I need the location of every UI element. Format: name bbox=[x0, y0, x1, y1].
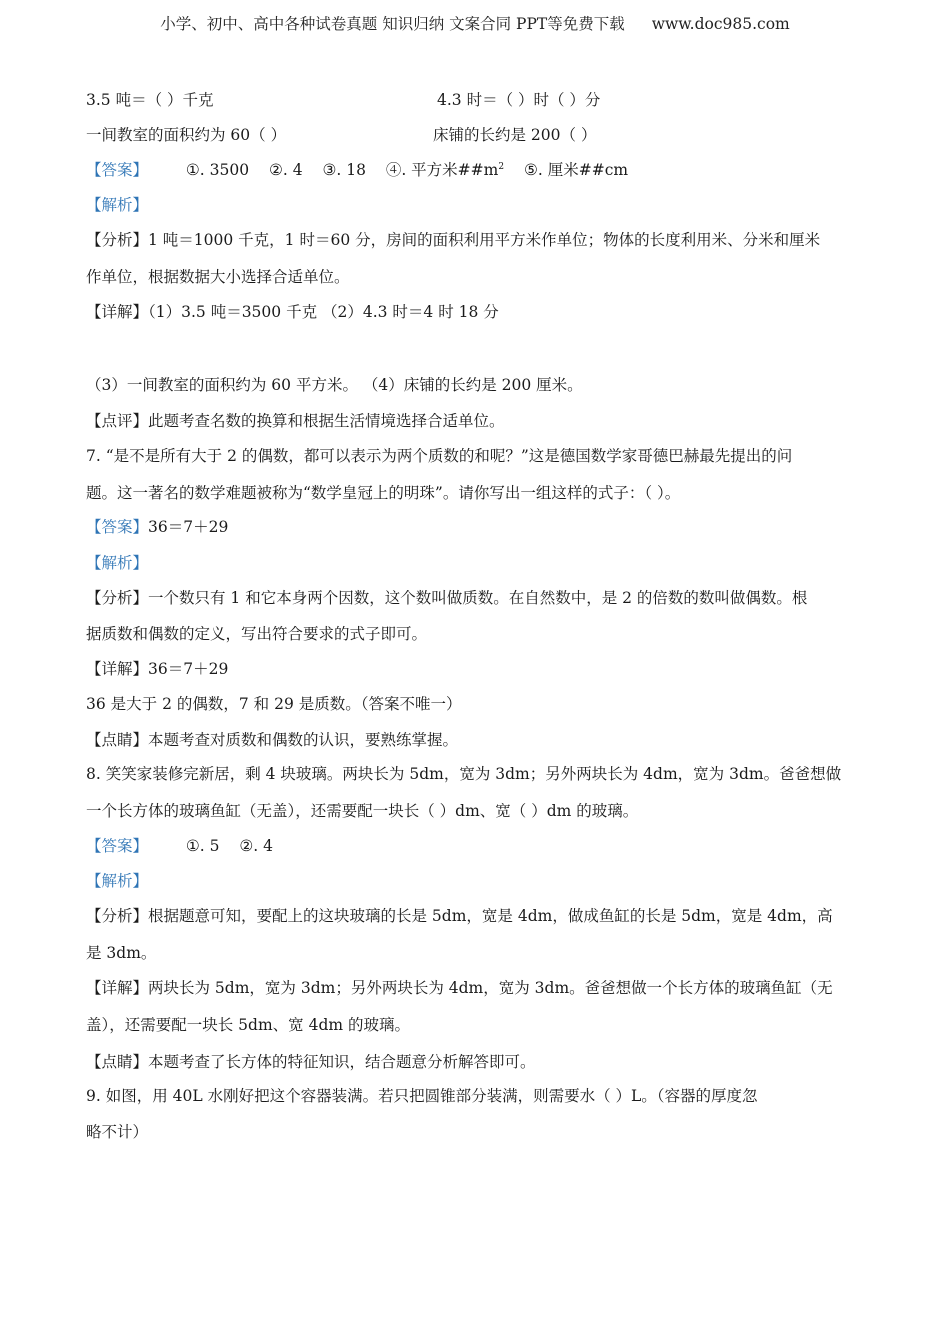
answer-tag: 【答案】 bbox=[86, 837, 149, 855]
q6-xiangjie: 【详解】（1）3.5 吨＝3500 千克 （2）4.3 时＝4 时 18 分 bbox=[86, 303, 499, 321]
q6-answer-d: ④. 平方米##m bbox=[385, 161, 499, 179]
q8-xiangjie-2: 盖），还需要配一块长 5dm、宽 4dm 的玻璃。 bbox=[86, 1016, 410, 1034]
q8-stem-1: 8. 笑笑家装修完新居，剩 4 块玻璃。两块长为 5dm，宽为 3dm；另外两块长为 4dm，宽为 3dm。爸爸想做 bbox=[86, 765, 842, 783]
q6-answer-a: ①. 3500 bbox=[185, 161, 250, 179]
q9-stem-2: 略不计） bbox=[86, 1123, 149, 1141]
q6-l1-right: 4.3 时＝（ ）时（ ）分 bbox=[437, 91, 601, 109]
page-header bbox=[0, 12, 950, 34]
q6-line-2 bbox=[86, 125, 286, 145]
q7-xiangjie: 【详解】36＝7＋29 bbox=[86, 660, 229, 678]
q6-jiexi: 【解析】 bbox=[86, 196, 149, 214]
header-url[interactable]: www.doc985.com bbox=[651, 15, 790, 33]
q6-xiangjie-2: （3）一间教室的面积约为 60 平方米。 （4）床铺的长约是 200 厘米。 bbox=[86, 376, 583, 394]
q8-dianjing: 【点睛】本题考查了长方体的特征知识，结合题意分析解答即可。 bbox=[86, 1053, 536, 1071]
answer-tag: 【答案】 bbox=[86, 518, 149, 536]
q7-stem-1: 7. “是不是所有大于 2 的偶数，都可以表示为两个质数的和呢？”这是德国数学家哥德巴赫最先提出的问 bbox=[86, 447, 793, 465]
q8-answer bbox=[86, 836, 273, 856]
q6-answer-e: ⑤. 厘米##cm bbox=[523, 161, 629, 179]
q8-fenxi-2: 是 3dm。 bbox=[86, 944, 157, 962]
q9-stem-1: 9. 如图，用 40L 水刚好把这个容器装满。若只把圆锥部分装满，则需要水（ ）L。（容器的厚度忽 bbox=[86, 1087, 758, 1105]
q8-stem-2: 一个长方体的玻璃鱼缸（无盖），还需要配一块长（ ）dm、宽（ ）dm 的玻璃。 bbox=[86, 802, 639, 820]
q6-fenxi-2: 作单位，根据数据大小选择合适单位。 bbox=[86, 268, 350, 286]
q7-stem-2: 题。这一著名的数学难题被称为“数学皇冠上的明珠”。请你写出一组这样的式子：（ ）。 bbox=[86, 484, 681, 502]
q7-fenxi-2: 据质数和偶数的定义，写出符合要求的式子即可。 bbox=[86, 625, 428, 643]
q8-xiangjie-1: 【详解】两块长为 5dm，宽为 3dm；另外两块长为 4dm，宽为 3dm。爸爸想做一个长方体的玻璃鱼缸（无 bbox=[86, 979, 833, 997]
q7-jiexi: 【解析】 bbox=[86, 554, 149, 572]
q7-fenxi-1: 【分析】一个数只有 1 和它本身两个因数，这个数叫做质数。在自然数中，是 2 的倍数的数叫做偶数。根 bbox=[86, 589, 808, 607]
q6-fenxi-1: 【分析】1 吨＝1000 千克，1 时＝60 分，房间的面积利用平方米作单位；物体的长度利用米、分米和厘米 bbox=[86, 231, 821, 249]
q6-l1-left: 3.5 吨＝（ ）千克 bbox=[86, 91, 214, 109]
q6-l2-left: 一间教室的面积约为 60（ ） bbox=[86, 126, 287, 144]
header-text: 小学、初中、高中各种试卷真题 知识归纳 文案合同 PPT等免费下载 bbox=[160, 15, 625, 33]
q6-line-1 bbox=[86, 90, 214, 110]
q7-answer-value: 36＝7＋29 bbox=[148, 518, 229, 536]
q7-answer bbox=[86, 517, 228, 537]
q6-dianping: 【点评】此题考查名数的换算和根据生活情境选择合适单位。 bbox=[86, 412, 505, 430]
q6-answer-d-sup: 2 bbox=[498, 161, 505, 172]
q6-l2-right: 床铺的长约是 200（ ） bbox=[433, 126, 597, 144]
q6-answer-c: ③. 18 bbox=[322, 161, 366, 179]
q7-dianjing: 【点睛】本题考查对质数和偶数的认识，要熟练掌握。 bbox=[86, 731, 459, 749]
q6-line-2-right bbox=[433, 125, 596, 145]
q6-answer-b: ②. 4 bbox=[268, 161, 303, 179]
q7-note: 36 是大于 2 的偶数，7 和 29 是质数。（答案不唯一） bbox=[86, 695, 462, 713]
q8-fenxi-1: 【分析】根据题意可知，要配上的这块玻璃的长是 5dm，宽是 4dm，做成鱼缸的长是 5dm，宽是 4dm，高 bbox=[86, 907, 833, 925]
q8-answer-b: ②. 4 bbox=[239, 837, 274, 855]
q6-answer bbox=[86, 160, 628, 180]
q8-answer-a: ①. 5 bbox=[185, 837, 220, 855]
q8-jiexi: 【解析】 bbox=[86, 872, 149, 890]
answer-tag: 【答案】 bbox=[86, 161, 149, 179]
q6-line-1-right bbox=[437, 90, 600, 110]
